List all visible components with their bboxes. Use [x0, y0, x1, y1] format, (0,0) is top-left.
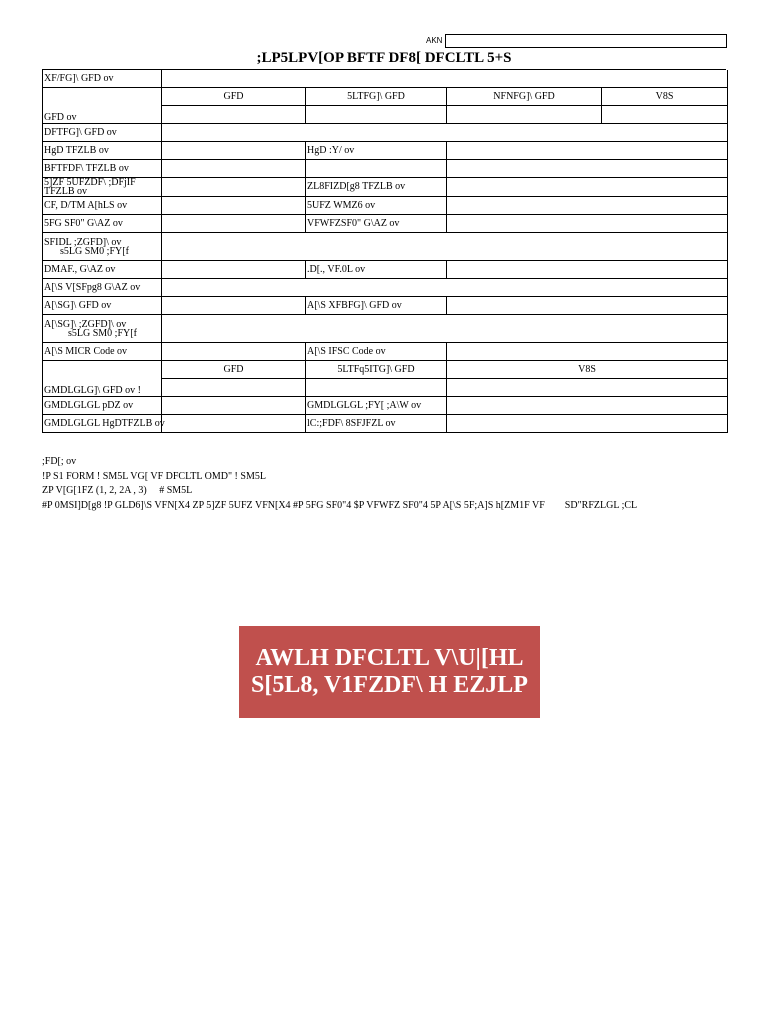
value-cell[interactable] [162, 142, 306, 160]
column-header: V8S [602, 88, 728, 106]
value-cell[interactable] [602, 106, 728, 124]
row-label: BFTFDF\ TFZLB ov [43, 160, 162, 178]
value-cell[interactable] [162, 397, 306, 415]
value-cell[interactable] [162, 106, 306, 124]
table-row [43, 297, 728, 315]
value-cell[interactable] [162, 233, 728, 261]
row-label: .D[., VF.0L ov [306, 261, 447, 279]
label-line: SFIDL ;ZGFD]\ ov [44, 236, 122, 248]
row-label [43, 315, 162, 343]
table-row [43, 361, 728, 379]
value-cell[interactable] [447, 297, 728, 315]
table-row [43, 178, 728, 197]
note-line: ZP V[G[1FZ (1, 2, 2A , 3) # SM5L [42, 485, 193, 496]
value-cell[interactable] [447, 142, 728, 160]
value-cell[interactable] [162, 124, 728, 142]
row-label: 5FG SF0" G\AZ ov [43, 215, 162, 233]
column-header: 5LTFG]\ GFD [306, 88, 447, 106]
row-label [43, 233, 162, 261]
value-cell[interactable] [306, 106, 447, 124]
value-cell[interactable] [447, 415, 728, 433]
table-row [43, 197, 728, 215]
note-line: #P 0MSI]D[g8 !P GLD6]\S VFN[X4 ZP 5]ZF 5UFZ VFN[X4 #P 5FG SF0"4 $P VFWFZ SF0"4 5P A[\S 5F;A]S h[ZM1F VF SD"RFZLGL ;CL [42, 499, 638, 511]
table-row [43, 70, 728, 88]
value-cell[interactable] [447, 178, 728, 197]
value-cell[interactable] [447, 215, 728, 233]
value-cell[interactable] [162, 178, 306, 197]
table-row [43, 261, 728, 279]
row-label: GFD ov [43, 88, 162, 124]
row-label: A[\S IFSC Code ov [306, 343, 447, 361]
value-cell[interactable] [447, 197, 728, 215]
akn-label: AKN [426, 36, 443, 45]
row-label: GMDLGLGL pDZ ov [43, 397, 162, 415]
value-cell[interactable] [162, 70, 728, 88]
row-label: A[\S V[SFpg8 G\AZ ov [43, 279, 162, 297]
row-label: A[\SG]\ GFD ov [43, 297, 162, 315]
instruction-banner: AWLH DFCLTL V\U|[HL S[5L8, V1FZDF\ H EZJLP [239, 626, 540, 718]
value-cell[interactable] [162, 215, 306, 233]
row-label [43, 178, 162, 197]
column-header: GFD [162, 88, 306, 106]
column-header: NFNFG]\ GFD [447, 88, 602, 106]
row-label: A[\S XFBFG]\ GFD ov [306, 297, 447, 315]
table-row [43, 279, 728, 297]
value-cell[interactable] [162, 261, 306, 279]
value-cell[interactable] [447, 379, 728, 397]
row-label: ZL8FIZD[g8 TFZLB ov [306, 178, 447, 197]
note-line: !P S1 FORM ! SM5L VG[ VF DFCLTL OMD" ! SM5L [42, 470, 266, 482]
table-row [43, 397, 728, 415]
column-header: V8S [447, 361, 728, 379]
row-label: GMDLGLG]\ GFD ov ! [43, 361, 162, 397]
row-label: VFWFZSF0" G\AZ ov [306, 215, 447, 233]
table-row [43, 315, 728, 343]
row-label: XF/FG]\ GFD ov [43, 70, 162, 88]
column-header: GFD [162, 361, 306, 379]
akn-input-box[interactable] [445, 34, 727, 48]
row-label: CF, D/TM A[hLS ov [43, 197, 162, 215]
label-line: TFZLB ov [44, 186, 88, 197]
label-line: s5LG SM0 ;FY[f [68, 327, 137, 339]
row-label: lC:;FDF\ 8SFJFZL ov [306, 415, 447, 433]
row-label: DFTFG]\ GFD ov [43, 124, 162, 142]
value-cell[interactable] [162, 415, 306, 433]
row-label: GMDLGLGL HgDTFZLB ov [43, 415, 162, 433]
table-row [43, 343, 728, 361]
table-row [43, 124, 728, 142]
value-cell[interactable] [162, 160, 306, 178]
value-cell[interactable] [162, 315, 728, 343]
table-row [43, 88, 728, 106]
row-label: HgD :Y/ ov [306, 142, 447, 160]
value-cell[interactable] [306, 379, 447, 397]
value-cell[interactable] [447, 106, 602, 124]
label-line: 5]ZF 5UFZDF\ ;DFjIF [44, 177, 136, 188]
pensioner-details-table [42, 70, 728, 433]
table-row [43, 142, 728, 160]
row-label: GMDLGLGL ;FY[ ;A\W ov [306, 397, 447, 415]
value-cell[interactable] [162, 297, 306, 315]
row-label: DMAF., G\AZ ov [43, 261, 162, 279]
notes-section [42, 455, 742, 513]
value-cell[interactable] [447, 160, 728, 178]
form-title: ;LP5LPV[OP BFTF DF8[ DFCLTL 5+S [256, 50, 512, 66]
table-row [43, 215, 728, 233]
value-cell[interactable] [447, 261, 728, 279]
table-row [43, 233, 728, 261]
value-cell[interactable] [447, 343, 728, 361]
label-line: A[\SG]\ ;ZGFD]\ ov [44, 318, 127, 330]
column-header: 5LTFq5ITG]\ GFD [306, 361, 447, 379]
note-line: ;FD[; ov [42, 456, 77, 467]
row-label: 5UFZ WMZ6 ov [306, 197, 447, 215]
label-line: s5LG SM0 ;FY[f [60, 245, 129, 257]
table-row [43, 160, 728, 178]
value-cell[interactable] [162, 379, 306, 397]
value-cell[interactable] [306, 160, 447, 178]
value-cell[interactable] [447, 397, 728, 415]
value-cell[interactable] [162, 343, 306, 361]
row-label: A[\S MICR Code ov [43, 343, 162, 361]
value-cell[interactable] [162, 197, 306, 215]
table-row [43, 415, 728, 433]
row-label: HgD TFZLB ov [43, 142, 162, 160]
value-cell[interactable] [162, 279, 728, 297]
